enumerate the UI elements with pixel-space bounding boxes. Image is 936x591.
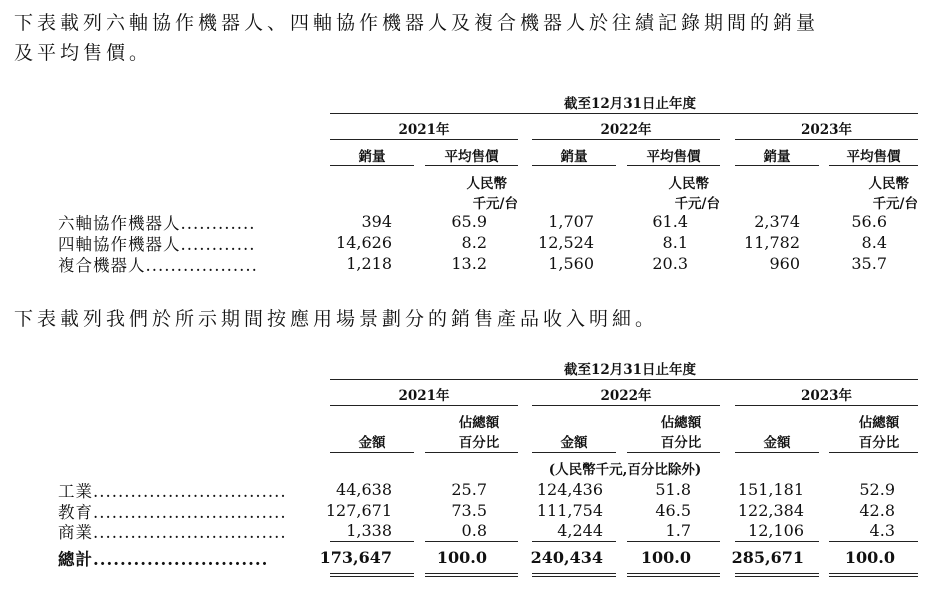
divider (532, 541, 616, 542)
divider (532, 139, 720, 140)
table-cell: 394 (361, 212, 392, 231)
table-cell: 51.8 (655, 480, 691, 499)
table-cell: 52.9 (859, 480, 895, 499)
table-cell: 46.5 (655, 501, 691, 520)
col-pct-2022: 佔總額 (660, 415, 702, 431)
table-cell: 111,754 (536, 501, 603, 520)
col-price-2021: 平均售價 (444, 149, 499, 165)
intro-paragraph-line2: 及平均售價。 (14, 42, 153, 64)
table-cell: 1,560 (548, 254, 594, 273)
double-rule (829, 573, 918, 577)
table-cell: 44,638 (336, 480, 392, 499)
table-cell: 61.4 (652, 212, 688, 231)
col-price-2023: 平均售價 (846, 149, 901, 165)
row-label: 複合機器人.................. (58, 256, 258, 275)
divider (330, 452, 414, 453)
period-header: 截至12月31日止年度 (563, 96, 697, 112)
year-header-2022: 2022年 (600, 122, 652, 138)
table-cell: 127,671 (325, 501, 392, 520)
divider (330, 113, 918, 114)
table-cell: 0.8 (461, 521, 487, 540)
col-amount-2021: 金額 (358, 435, 386, 451)
total-cell: 173,647 (319, 548, 392, 567)
divider (735, 139, 918, 140)
table-cell: 42.8 (859, 501, 895, 520)
unit-label-2021: 人民幣 (466, 176, 507, 192)
intro-paragraph-line1: 下表載列六軸協作機器人、四軸協作機器人及複合機器人於往績記錄期間的銷量 (14, 12, 820, 34)
divider (829, 541, 918, 542)
year-header-2022: 2022年 (600, 388, 652, 404)
table-cell: 124,436 (536, 480, 603, 499)
divider (627, 165, 720, 166)
col-amount-2023: 金額 (763, 435, 791, 451)
year-header-2021: 2021年 (398, 388, 450, 404)
table-cell: 8.4 (861, 233, 887, 252)
divider (330, 139, 518, 140)
table-cell: 2,374 (754, 212, 800, 231)
table-cell: 35.7 (851, 254, 887, 273)
col-amount-2022: 金額 (560, 435, 588, 451)
divider (627, 452, 720, 453)
double-rule (425, 573, 518, 577)
total-cell: 100.0 (436, 548, 487, 567)
row-label: 商業............................... (58, 523, 287, 542)
double-rule (735, 573, 819, 577)
col-qty-2023: 銷量 (763, 149, 791, 165)
year-header-2023: 2023年 (800, 122, 853, 138)
divider (425, 452, 518, 453)
table-cell: 20.3 (652, 254, 688, 273)
table-cell: 1,218 (346, 254, 392, 273)
divider (330, 379, 918, 380)
double-rule (627, 573, 720, 577)
total-cell: 100.0 (844, 548, 895, 567)
col-pct-2022-sub: 百分比 (660, 435, 702, 451)
col-pct-2023-sub: 百分比 (858, 435, 900, 451)
year-header-2023: 2023年 (800, 388, 853, 404)
total-cell: 100.0 (640, 548, 691, 567)
table-cell: 73.5 (451, 501, 487, 520)
divider (829, 165, 918, 166)
table-cell: 1.7 (665, 521, 691, 540)
double-rule (330, 573, 414, 577)
row-label: 六軸協作機器人............ (58, 214, 256, 233)
unit-note: (人民幣千元,百分比除外) (548, 462, 702, 478)
divider (735, 405, 918, 406)
col-qty-2022: 銷量 (560, 149, 588, 165)
divider (829, 452, 918, 453)
divider (330, 541, 414, 542)
table-cell: 1,707 (548, 212, 594, 231)
divider (735, 541, 819, 542)
divider (532, 165, 616, 166)
divider (735, 165, 819, 166)
revenue-paragraph: 下表載列我們於所示期間按應用場景劃分的銷售產品收入明細。 (14, 308, 659, 330)
table-cell: 12,524 (538, 233, 594, 252)
row-label: 工業............................... (58, 482, 287, 501)
divider (425, 165, 518, 166)
divider (532, 452, 616, 453)
table-cell: 151,181 (737, 480, 804, 499)
unit-label-2022-sub: 千元/台 (674, 196, 720, 212)
col-pct-2023: 佔總額 (858, 415, 900, 431)
table-cell: 13.2 (451, 254, 487, 273)
table-cell: 960 (769, 254, 800, 273)
divider (532, 405, 720, 406)
unit-label-2022: 人民幣 (668, 176, 709, 192)
double-rule (532, 573, 616, 577)
table-cell: 8.2 (461, 233, 487, 252)
table-cell: 1,338 (346, 521, 392, 540)
unit-label-2021-sub: 千元/台 (472, 196, 518, 212)
table-cell: 65.9 (451, 212, 487, 231)
table-cell: 8.1 (662, 233, 688, 252)
col-pct-2021-sub: 百分比 (458, 435, 500, 451)
period-header: 截至12月31日止年度 (563, 362, 697, 378)
divider (330, 165, 414, 166)
col-pct-2021: 佔總額 (458, 415, 500, 431)
divider (735, 452, 819, 453)
table-cell: 4,244 (557, 521, 603, 540)
unit-label-2023-sub: 千元/台 (872, 196, 918, 212)
unit-label-2023: 人民幣 (868, 176, 909, 192)
table-cell: 11,782 (744, 233, 800, 252)
table-cell: 14,626 (336, 233, 392, 252)
table-cell: 12,106 (748, 521, 804, 540)
col-qty-2021: 銷量 (358, 149, 386, 165)
total-cell: 285,671 (731, 548, 804, 567)
table-cell: 56.6 (851, 212, 887, 231)
divider (330, 405, 518, 406)
divider (425, 541, 518, 542)
row-label: 四軸協作機器人............ (58, 235, 256, 254)
year-header-2021: 2021年 (398, 122, 450, 138)
row-label: 教育............................... (58, 503, 287, 522)
divider (627, 541, 720, 542)
table-cell: 25.7 (451, 480, 487, 499)
table-cell: 4.3 (869, 521, 895, 540)
col-price-2022: 平均售價 (646, 149, 701, 165)
total-label: 總計.......................... (58, 550, 269, 569)
table-cell: 122,384 (737, 501, 804, 520)
total-cell: 240,434 (530, 548, 603, 567)
